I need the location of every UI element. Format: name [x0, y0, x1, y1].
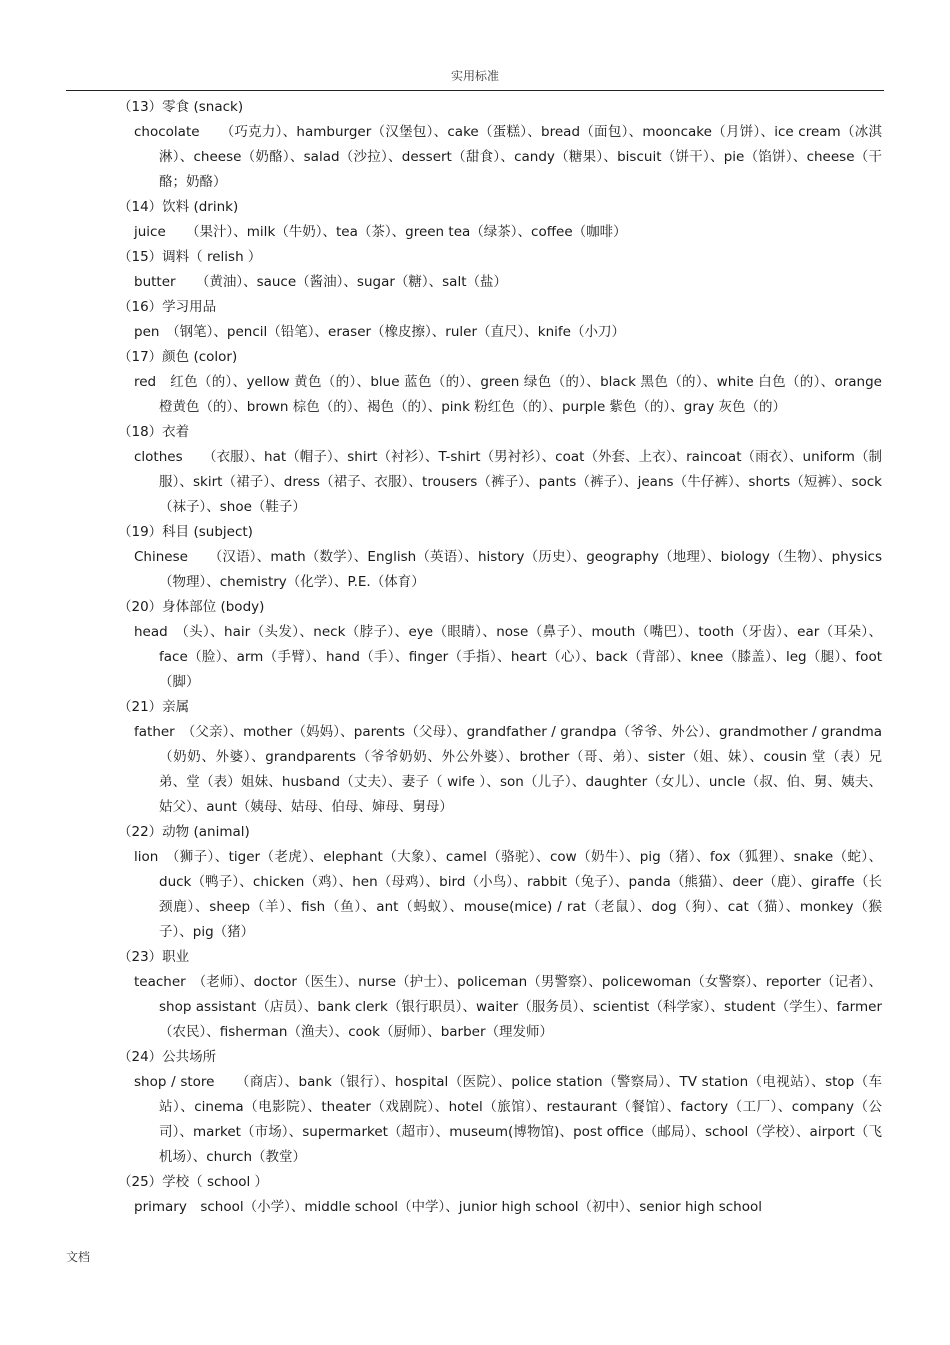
section-color	[118, 345, 882, 420]
section-body	[118, 595, 882, 695]
section-subject	[118, 520, 882, 595]
section-stationery	[118, 295, 882, 345]
page-footer-label: 文档	[66, 1250, 91, 1264]
section-text: teacher （老师）、doctor（医生）、nurse（护士）、policeman（男警察）、policewoman（女警察）、reporter（记者）、shop assistant（店员）、bank clerk（银行职员）、waiter（服务员）、scientist（科学家）、student（学生）、farmer（农民）、fisherman（渔夫）、cook（厨师）、barber（理发师）	[134, 974, 882, 1040]
section-heading: （14）饮料 (drink)	[118, 199, 239, 215]
section-text: lion （狮子）、tiger（老虎）、elephant（大象）、camel（骆驼）、cow（奶牛）、pig（猪）、fox（狐狸）、snake（蛇）、duck（鸭子）、chicken（鸡）、hen（母鸡）、bird（小鸟）、rabbit（兔子）、panda（熊猫）、deer（鹿）、giraffe（长颈鹿）、sheep（羊）、fish（鱼）、ant（蚂蚁）、mouse(mice) / rat（老鼠）、dog（狗）、cat（猫）、monkey（猴子）、pig（猪）	[134, 849, 882, 940]
section-text: chocolate （巧克力）、hamburger（汉堡包）、cake（蛋糕）、bread（面包）、mooncake（月饼）、ice cream（冰淇淋）、cheese（奶酪）、salad（沙拉）、dessert（甜食）、candy（糖果）、biscuit（饼干）、pie（馅饼）、cheese（干酪；奶酪）	[134, 124, 882, 190]
section-text: butter （黄油）、sauce（酱油）、sugar（糖）、salt（盐）	[134, 274, 507, 290]
section-heading: （18）衣着	[118, 424, 190, 440]
section-school	[118, 1170, 882, 1220]
section-heading: （20）身体部位 (body)	[118, 599, 265, 615]
section-text: father （父亲）、mother（妈妈）、parents（父母）、grandfather / grandpa（爷爷、外公）、grandmother / grandma（奶奶、外婆）、grandparents（爷爷奶奶、外公外婆）、brother（哥、弟）、sister（姐、妹）、cousin 堂（表）兄弟、堂（表）姐妹、husband（丈夫）、妻子（ wife ）、son（儿子）、daughter（女儿）、uncle（叔、伯、舅、姨夫、姑父）、aunt（姨母、姑母、伯母、婶母、舅母）	[134, 724, 882, 815]
section-public-places	[118, 1045, 882, 1170]
section-relish	[118, 245, 882, 295]
section-heading: （21）亲属	[118, 699, 190, 715]
section-heading: （15）调料（ relish ）	[118, 249, 262, 265]
section-heading: （22）动物 (animal)	[118, 824, 250, 840]
section-heading: （23）职业	[118, 949, 190, 965]
section-text: shop / store （商店）、bank（银行）、hospital（医院）、police station（警察局）、TV station（电视站）、stop（车站）、cinema（电影院）、theater（戏剧院）、hotel（旅馆）、restaurant（餐馆）、factory（工厂）、company（公司）、market（市场）、supermarket（超市）、museum(博物馆)、post office（邮局）、school（学校）、airport（飞机场）、church（教堂）	[134, 1074, 882, 1165]
section-heading: （13）零食 (snack)	[118, 99, 244, 115]
section-text: pen （钢笔）、pencil（铅笔）、eraser（橡皮擦）、ruler（直尺）、knife（小刀）	[134, 324, 625, 340]
page-header-title: 实用标准	[450, 69, 499, 83]
section-text: Chinese （汉语）、math（数学）、English（英语）、history（历史）、geography（地理）、biology（生物）、physics（物理）、chemistry（化学）、P.E.（体育）	[134, 549, 882, 590]
section-heading: （24）公共场所	[118, 1049, 217, 1065]
section-heading: （25）学校（ school ）	[118, 1174, 269, 1190]
section-text: clothes （衣服）、hat（帽子）、shirt（衬衫）、T-shirt（男衬衫）、coat（外套、上衣）、raincoat（雨衣）、uniform（制服）、skirt（裙子）、dress（裙子、衣服）、trousers（裤子）、pants（裤子）、jeans（牛仔裤）、shorts（短裤）、sock（袜子）、shoe（鞋子）	[134, 449, 882, 515]
section-occupation	[118, 945, 882, 1045]
section-heading: （19）科目 (subject)	[118, 524, 253, 540]
section-text: red 红色（的）、yellow 黄色（的）、blue 蓝色（的）、green 绿色（的）、black 黑色（的）、white 白色（的）、orange 橙黄色（的）、brown 棕色（的）、褐色（的）、pink 粉红色（的）、purple 紫色（的）、gray 灰色（的）	[134, 374, 882, 415]
section-drink	[118, 195, 882, 245]
section-heading: （17）颜色 (color)	[118, 349, 238, 365]
section-text: juice （果汁）、milk（牛奶）、tea（茶）、green tea（绿茶）、coffee（咖啡）	[134, 224, 627, 240]
section-animal	[118, 820, 882, 945]
section-snack	[118, 95, 882, 195]
section-clothes	[118, 420, 882, 520]
header-divider	[66, 90, 884, 91]
document-body	[118, 95, 882, 1220]
section-heading: （16）学习用品	[118, 299, 217, 315]
section-text: primary school（小学）、middle school（中学）、junior high school（初中）、senior high school	[134, 1199, 763, 1215]
section-text: head （头）、hair（头发）、neck（脖子）、eye（眼睛）、nose（鼻子）、mouth（嘴巴）、tooth（牙齿）、ear（耳朵）、face（脸）、arm（手臂）、hand（手）、finger（手指）、heart（心）、back（背部）、knee（膝盖）、leg（腿）、foot（脚）	[134, 624, 882, 690]
section-relatives	[118, 695, 882, 820]
